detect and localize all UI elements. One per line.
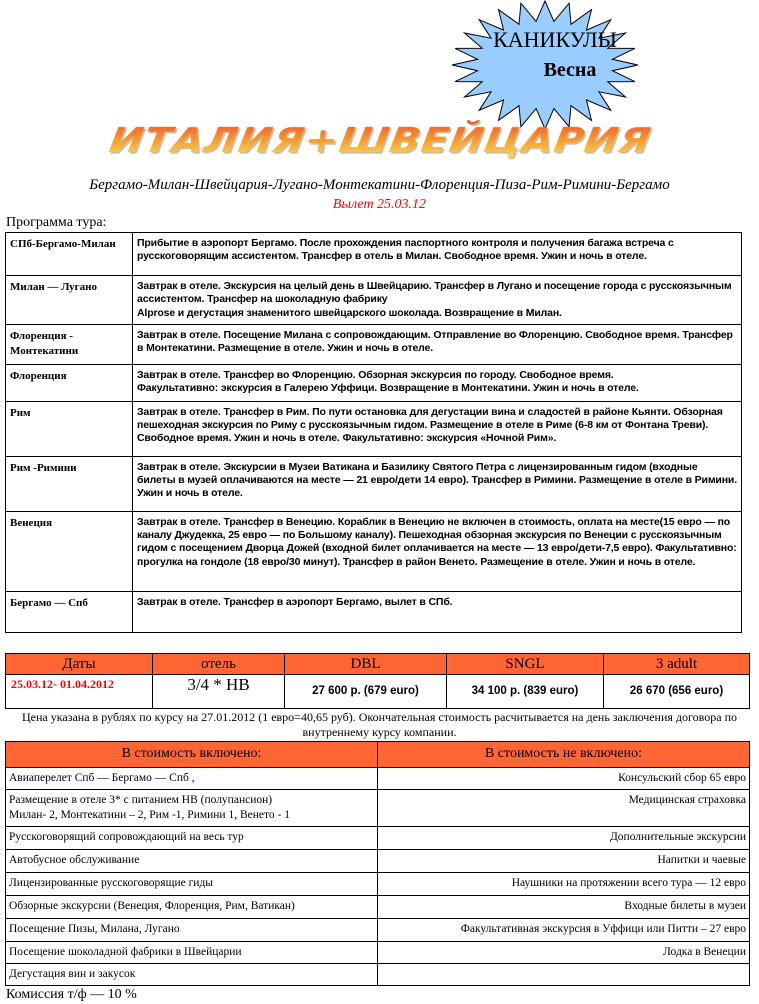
- excluded-item: Консульский сбор 65 евро: [378, 767, 750, 789]
- badge-title: КАНИКУЛЫ: [493, 27, 617, 52]
- program-row: [6, 324, 742, 364]
- header-3adult: 3 adult: [604, 653, 750, 674]
- program-description: Завтрак в отеле. Трансфер во Флоренцию. Обзорная экскурсия по городу. Свободное время. Факультативно: экскурсия в Галерею Уффици. Возвращение в Монтекатини. Ужин и ночь в отеле.: [133, 364, 742, 401]
- excluded-item: Лодка в Венеции: [378, 941, 750, 963]
- price-row: [6, 674, 750, 708]
- included-item: Авиаперелет Спб — Бергамо — Спб ,: [6, 767, 378, 789]
- excluded-item: Входные билеты в музеи: [378, 895, 750, 918]
- program-place: Милан — Лугано: [6, 276, 133, 325]
- included-item: Посещение шоколадной фабрики в Швейцарии: [6, 941, 378, 963]
- header-hotel: отель: [153, 653, 285, 674]
- inclusions-table: [5, 741, 750, 986]
- inclusion-row: [6, 826, 750, 849]
- program-place: Флоренция: [6, 364, 133, 401]
- program-row: [6, 591, 742, 632]
- header-sngl: SNGL: [447, 653, 604, 674]
- program-place: Бергамо — Спб: [6, 591, 133, 632]
- program-table: [5, 232, 742, 633]
- price-dbl: 27 600 р. (679 euro): [285, 674, 447, 708]
- program-description: Завтрак в отеле. Экскурсия на целый день в Швейцарию. Трансфер в Лугано и посещение города с русскоязычным ассистентом. Трансфер на шоколадную фабрику Alprose и дегустация знаменитого швейцарского шоколада. Возвращение в Милан.: [133, 276, 742, 325]
- program-row: [6, 276, 742, 325]
- excluded-item: Дополнительные экскурсии: [378, 826, 750, 849]
- price-sngl: 34 100 р. (839 euro): [447, 674, 604, 708]
- program-label: Программа тура:: [6, 215, 107, 230]
- excluded-item: Факультативная экскурсия в Уффици или Питти – 27 евро: [378, 918, 750, 941]
- included-item: Посещение Пизы, Милана, Лугано: [6, 918, 378, 941]
- excluded-item: Наушники на протяжении всего тура — 12 евро: [378, 872, 750, 895]
- wordart-title: ИТАЛИЯ+ШВЕЙЦАРИЯ: [36, 120, 723, 164]
- price-table: [5, 653, 750, 709]
- program-place: Венеция: [6, 511, 133, 591]
- departure-date: Вылет 25.03.12: [332, 197, 427, 212]
- price-3adult: 26 670 (656 euro): [604, 674, 750, 708]
- program-place: Флоренция - Монтекатини: [6, 324, 133, 364]
- excluded-item: Напитки и чаевые: [378, 849, 750, 872]
- program-description: Завтрак в отеле. Трансфер в Венецию. Кораблик в Венецию не включен в стоимость, оплата на месте(15 евро — по каналу Джудекка, 25 евро — по Большому каналу). Пешеходная обзорная экскурсия по Венеции с русскоязычным гидом с посещением Дворца Дожей (входной билет оплачивается на месте — 13 евро/дети-7,5 евро). Факультативно: прогулка на гондоле (18 евро/30 минут). Трансфер в район Венето. Размещение в отеле. Ужин и ночь в отеле.: [133, 511, 742, 591]
- program-place: Рим -Римини: [6, 456, 133, 511]
- inclusion-row: [6, 895, 750, 918]
- program-description: Завтрак в отеле. Экскурсии в Музеи Ватикана и Базилику Святого Петра с лицензированным гидом (входные билеты в музей оплачиваются на месте — 21 евро/дети 14 евро). Трансфер в Римини. Размещение в отеле в Римини. Ужин и ночь в отеле.: [133, 456, 742, 511]
- inclusion-row: [6, 963, 750, 985]
- program-row: [6, 456, 742, 511]
- program-row: [6, 401, 742, 456]
- program-place: СПб-Бергамо-Милан: [6, 233, 133, 276]
- excluded-item: [378, 963, 750, 985]
- program-row: [6, 364, 742, 401]
- content-flow: [5, 232, 750, 1004]
- commission-text: Комиссия т/ф — 10 %: [6, 986, 137, 1002]
- excluded-header: В стоимость не включено:: [378, 741, 750, 767]
- program-description: Завтрак в отеле. Посещение Милана с сопровождающим. Отправление во Флоренцию. Свободное время. Трансфер в Монтекатини. Размещение в отеле. Ужин и ночь в отеле.: [133, 324, 742, 364]
- included-item: Размещение в отеле 3* с питанием НВ (полупансион) Милан- 2, Монтекатини – 2, Рим -1, Римини 1, Венето - 1: [6, 789, 378, 826]
- included-item: Автобусное обслуживание: [6, 849, 378, 872]
- route-line: Бергамо-Милан-Швейцария-Лугано-Монтекатини-Флоренция-Пиза-Рим-Римини-Бергамо: [89, 177, 670, 193]
- header-dates: Даты: [6, 653, 153, 674]
- included-item: Обзорные экскурсии (Венеция, Флоренция, Рим, Ватикан): [6, 895, 378, 918]
- included-header: В стоимость включено:: [6, 741, 378, 767]
- program-description: Прибытие в аэропорт Бергамо. После прохождения паспортного контроля и получения багажа встреча с русскоговорящим ассистентом. Трансфер в отель в Милан. Свободное время. Ужин и ночь в отеле.: [133, 233, 742, 276]
- price-dates: 25.03.12- 01.04.2012: [6, 674, 153, 708]
- program-place: Рим: [6, 401, 133, 456]
- price-note: Цена указана в рублях по курсу на 27.01.2012 (1 евро=40,65 руб). Окончательная стоимость расчитывается на день заключения договора по внутреннему курсу компании.: [22, 709, 737, 739]
- inclusion-row: [6, 872, 750, 895]
- price-header-row: [6, 653, 750, 674]
- program-row: [6, 511, 742, 591]
- included-item: Лицензированные русскоговорящие гиды: [6, 872, 378, 895]
- header-dbl: DBL: [285, 653, 447, 674]
- program-description: Завтрак в отеле. Трансфер в аэропорт Бергамо, вылет в СПб.: [133, 591, 742, 632]
- price-hotel: 3/4 * HB: [153, 674, 285, 708]
- inclusion-row: [6, 767, 750, 789]
- inclusion-row: [6, 849, 750, 872]
- badge-subtitle: Весна: [543, 59, 597, 81]
- included-item: Русскоговорящий сопровождающий на весь тур: [6, 826, 378, 849]
- inclusion-row: [6, 941, 750, 963]
- inclusion-row: [6, 789, 750, 826]
- included-item: Дегустация вин и закусок: [6, 963, 378, 985]
- excluded-item: Медицинская страховка: [378, 789, 750, 826]
- inclusion-row: [6, 918, 750, 941]
- program-description: Завтрак в отеле. Трансфер в Рим. По пути остановка для дегустации вина и сладостей в районе Кьянти. Обзорная пешеходная экскурсия по Риму с русскоязычным гидом. Размещение в отеле в Риме (6-8 км от Фонтана Треви). Свободное время. Ужин и ночь в отеле. Факультативно: экскурсия «Ночной Рим».: [133, 401, 742, 456]
- program-row: [6, 233, 742, 276]
